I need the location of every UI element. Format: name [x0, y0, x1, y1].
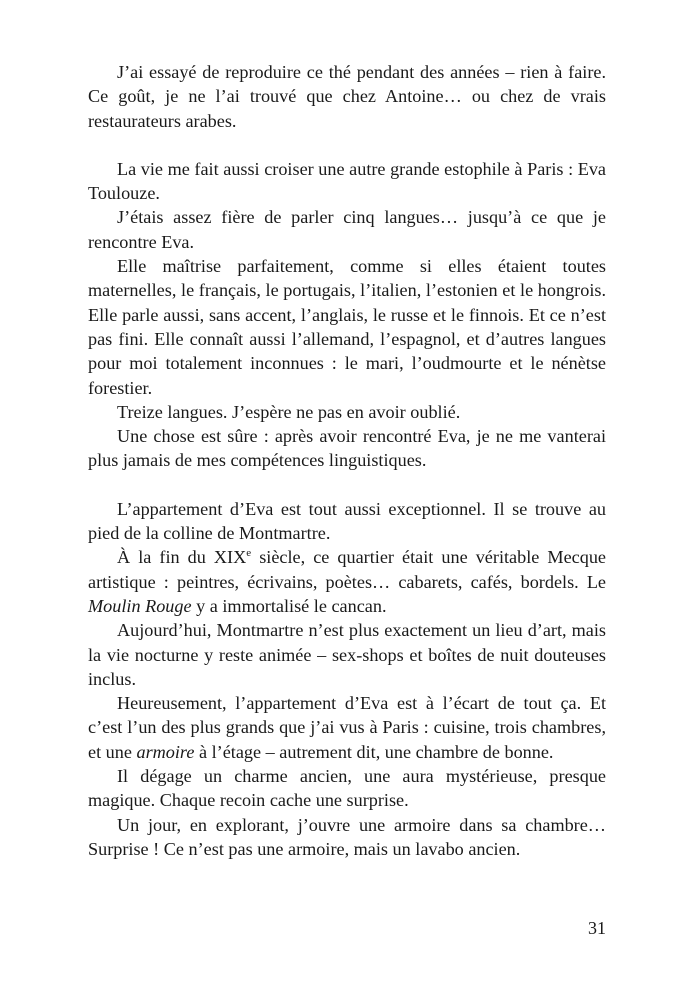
- text-run: à l’étage – autrement dit, une chambre de bonne.: [194, 741, 554, 762]
- paragraph: Elle maîtrise parfaitement, comme si elles étaient toutes maternelles, le français, le portugais, l’italien, l’estonien et le hongrois. Elle parle aussi, sans accent, l’anglais, le russe et le finnois. Et ce n’est pas fini. Elle connaît aussi l’allemand, l’espagnol, et d’autres langues pour moi totalement inconnues : le mari, l’oudmourte et le nénètse forestier.: [88, 256, 606, 398]
- paragraph: Une chose est sûre : après avoir rencontré Eva, je ne me vanterai plus jamais de mes compétences linguistiques.: [88, 426, 606, 471]
- text-run: y a immortalisé le cancan.: [191, 595, 387, 616]
- paragraph: L’appartement d’Eva est tout aussi exceptionnel. Il se trouve au pied de la colline de Montmartre.: [88, 498, 606, 544]
- paragraph: J’ai essayé de reproduire ce thé pendant des années – rien à faire. Ce goût, je ne l’ai trouvé que chez Antoine… ou chez de vrais restaurateurs arabes.: [88, 62, 606, 131]
- paragraph: La vie me fait aussi croiser une autre grande estophile à Paris : Eva Toulouze.: [88, 158, 606, 204]
- text-run: siècle, ce quartier était une véritable Mecque artistique : peintres, écrivains, poètes… cabarets, cafés, bordels. Le: [88, 547, 606, 592]
- italic-word: armoire: [136, 741, 195, 762]
- body-text: [88, 60, 606, 861]
- paragraph: Il dégage un charme ancien, une aura mystérieuse, presque magique. Chaque recoin cache une surprise.: [88, 766, 606, 811]
- superscript: e: [246, 547, 252, 560]
- paragraph: [88, 691, 606, 764]
- text-run: À la fin du XIX: [117, 547, 247, 568]
- paragraph: Aujourd’hui, Montmartre n’est plus exactement un lieu d’art, mais la vie nocturne y reste animée – sex-shops et boîtes de nuit douteuses inclus.: [88, 620, 606, 689]
- paragraph: J’étais assez fière de parler cinq langues… jusqu’à ce que je rencontre Eva.: [88, 207, 606, 252]
- paragraph: Treize langues. J’espère ne pas en avoir oublié.: [117, 401, 461, 422]
- paragraph: Un jour, en explorant, j’ouvre une armoire dans sa chambre… Surprise ! Ce n’est pas une armoire, mais un lavabo ancien.: [88, 814, 606, 859]
- italic-title: Moulin Rouge: [88, 595, 192, 616]
- paragraph: [88, 545, 606, 618]
- page-number: 31: [588, 918, 606, 938]
- text-run: Heureusement, l’appartement d’Eva est à l’écart de tout ça. Et c’est l’un des plus grands que j’ai vus à Paris : cuisine, trois chambres, et une: [88, 693, 606, 762]
